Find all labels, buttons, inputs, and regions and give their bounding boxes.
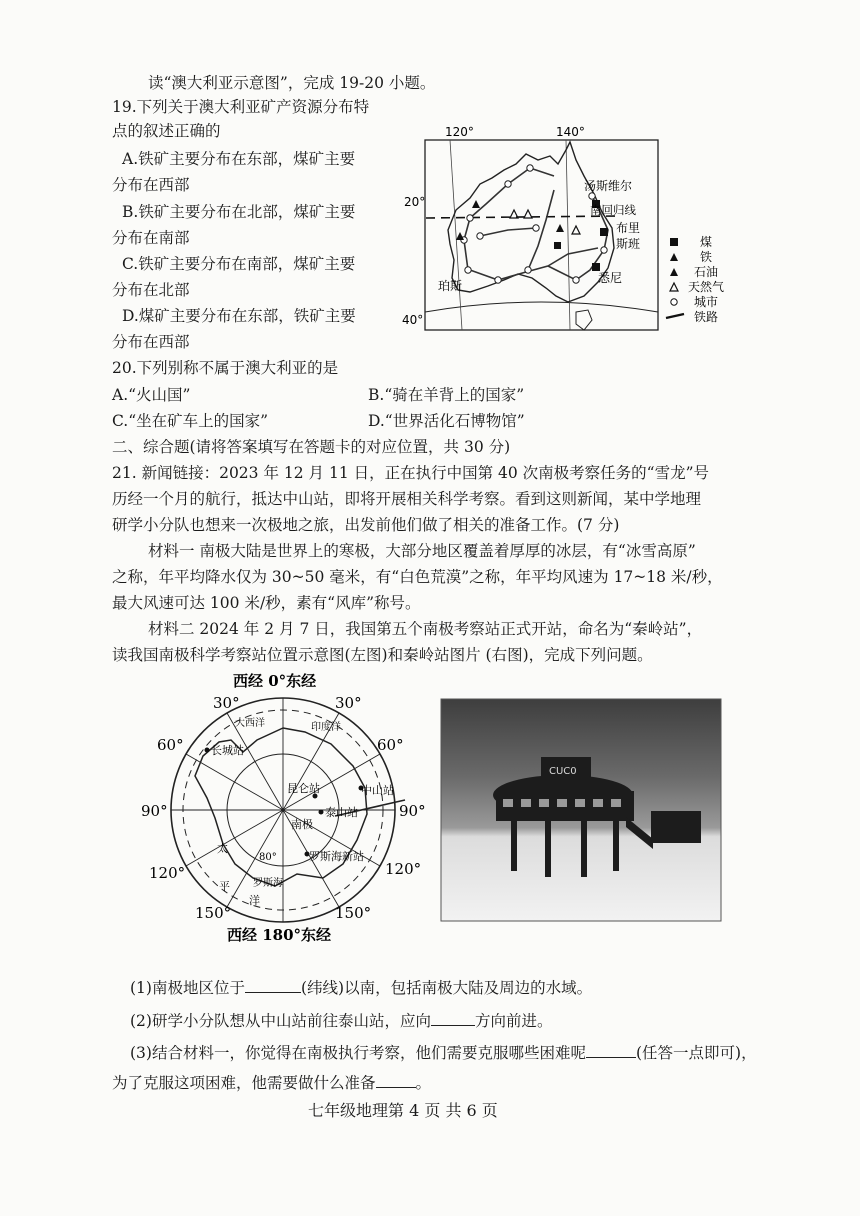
legend-coal-label: 煤 (700, 235, 713, 249)
perth-label: 珀斯 (438, 279, 463, 293)
instruction-text: 读“澳大利亚示意图”，完成 19-20 小题。 (148, 74, 436, 92)
q19-option-a-cont: 分布在西部 (112, 176, 190, 194)
zhongshan-station-label: 中山站 (361, 784, 394, 797)
q20-stem: 20.下列别称不属于澳大利亚的是 (112, 359, 339, 377)
answer-blank-1[interactable] (245, 977, 301, 993)
q21-sub3-cont: 为了克服这项困难，他需要做什么准备 。 (112, 1074, 432, 1092)
deg-90-right: 90° (399, 802, 426, 820)
brisbane-label-1: 布里 (616, 221, 641, 235)
deg-120-left: 120° (149, 864, 186, 882)
pacific-label-1: 太 (217, 842, 228, 855)
deg-60-right: 60° (377, 736, 404, 754)
q19-option-d: D.煤矿主要分布在东部，铁矿主要 (122, 307, 356, 325)
q20-option-a: A.“火山国” (112, 386, 191, 404)
lon-140-label: 140° (556, 125, 585, 139)
material-1-cont-2: 最大风速可达 100 米/秒，素有“风库”称号。 (112, 594, 421, 612)
pacific-label-3: 洋 (249, 894, 260, 907)
material-1-cont-1: 之称，年平均降水仅为 30~50 毫米，有“白色荒漠”之称，年平均风速为 17~18 米/秒， (112, 568, 723, 586)
legend-city-label: 城市 (694, 295, 719, 309)
taishan-station-marker (319, 810, 324, 815)
legend-oil-label: 石油 (694, 265, 719, 279)
q20-option-b: B.“骑在羊背上的国家” (368, 386, 525, 404)
legend-city-symbol (671, 299, 677, 305)
deg-90-left: 90° (141, 802, 168, 820)
deg-30-right: 30° (335, 694, 362, 712)
atlantic-label: 大西洋 (235, 718, 265, 729)
legend-iron-symbol (670, 253, 678, 261)
q19-option-b-cont: 分布在南部 (112, 229, 190, 247)
australia-map (402, 120, 738, 342)
deg-30-left: 30° (213, 694, 240, 712)
antarctica-station-map (135, 668, 435, 950)
q19-stem-cont: 点的叙述正确的 (112, 122, 221, 140)
q20-option-d: D.“世界活化石博物馆” (368, 412, 525, 430)
material-2-cont: 读我国南极科学考察站位置示意图(左图)和秦岭站图片 (右图)，完成下列问题。 (112, 646, 653, 664)
deg-60-left: 60° (157, 736, 184, 754)
legend-gas-symbol (670, 283, 678, 291)
south-pole-label: 南极 (291, 818, 313, 831)
map-bottom-label: 西经 180°东经 (227, 926, 332, 944)
kunlun-station-label: 昆仑站 (287, 782, 320, 795)
q20-option-c: C.“坐在矿车上的国家” (112, 412, 269, 430)
q19-option-c-cont: 分布在北部 (112, 281, 190, 299)
luosihai-station-label: 罗斯海新站 (309, 850, 364, 863)
changcheng-station-label: 长城站 (211, 744, 244, 757)
map-top-label: 西经 0°东经 (233, 672, 317, 690)
deg-120-right: 120° (385, 860, 422, 878)
q21-intro-3: 研学小分队也想来一次极地之旅，出发前他们做了相关的准备工作。(7 分) (112, 516, 620, 534)
q21-sub2: (2)研学小分队想从中山站前往泰山站，应向 方向前进。 (130, 1012, 553, 1030)
changcheng-station-marker (205, 748, 210, 753)
q19-option-b: B.铁矿主要分布在北部，煤矿主要 (122, 203, 356, 221)
q19-option-d-cont: 分布在西部 (112, 333, 190, 351)
legend-iron-label: 铁 (700, 250, 713, 264)
townsville-label: 汤斯维尔 (584, 179, 633, 193)
lon-120-label: 120° (445, 125, 474, 139)
taishan-station-label: 泰山站 (325, 806, 358, 819)
station-sign-text: CUC0 (549, 766, 577, 777)
qinling-station-photo (441, 699, 721, 921)
material-1: 材料一 南极大陆是世界上的寒极，大部分地区覆盖着厚厚的冰层，有“冰雪高原” (148, 542, 696, 560)
q19-stem: 19.下列关于澳大利亚矿产资源分布特 (112, 98, 370, 116)
material-2: 材料二 2024 年 2 月 7 日，我国第五个南极考察站正式开站，命名为“秦岭站”， (148, 620, 703, 638)
answer-blank-3[interactable] (586, 1042, 636, 1058)
answer-blank-4[interactable] (376, 1072, 416, 1088)
legend-oil-symbol (670, 268, 678, 276)
legend-rail-label: 铁路 (694, 310, 719, 324)
sydney-label: 悉尼 (598, 271, 623, 285)
q19-option-a: A.铁矿主要分布在东部，煤矿主要 (122, 150, 356, 168)
answer-blank-2[interactable] (431, 1010, 475, 1026)
tropic-label: 南回归线 (590, 203, 636, 217)
ross-sea-label: 罗斯海 (253, 878, 283, 889)
brisbane-label-2: 斯班 (616, 237, 641, 251)
pacific-label-2: 平 (219, 880, 230, 893)
lat-20-label: 20° (404, 195, 426, 209)
q21-intro-1: 21. 新闻链接：2023 年 12 月 11 日，正在执行中国第 40 次南极考察任务的“雪龙”号 (112, 464, 710, 482)
indian-ocean-label: 印度洋 (311, 722, 341, 733)
q21-sub3: (3)结合材料一，你觉得在南极执行考察，他们需要克服哪些困难呢 (任答一点即可)， (130, 1044, 757, 1062)
legend-rail-symbol (666, 314, 684, 318)
deg-150-right: 150° (335, 904, 372, 922)
section-heading: 二、综合题(请将答案填写在答题卡的对应位置，共 30 分) (112, 438, 511, 456)
deg-150-left: 150° (195, 904, 232, 922)
legend-coal-symbol (670, 238, 678, 246)
q19-option-c: C.铁矿主要分布在南部，煤矿主要 (122, 255, 356, 273)
lat-40-label: 40° (402, 313, 424, 327)
q21-intro-2: 历经一个月的航行，抵达中山站，即将开展相关科学考察。看到这则新闻，某中学地理 (112, 490, 702, 508)
legend-gas-label: 天然气 (688, 280, 725, 294)
q21-sub1: (1)南极地区位于 (纬线)以南，包括南极大陆及周边的水域。 (130, 979, 593, 997)
lat-80-label: 80° (259, 852, 277, 863)
page-footer: 七年级地理第 4 页 共 6 页 (308, 1101, 498, 1120)
